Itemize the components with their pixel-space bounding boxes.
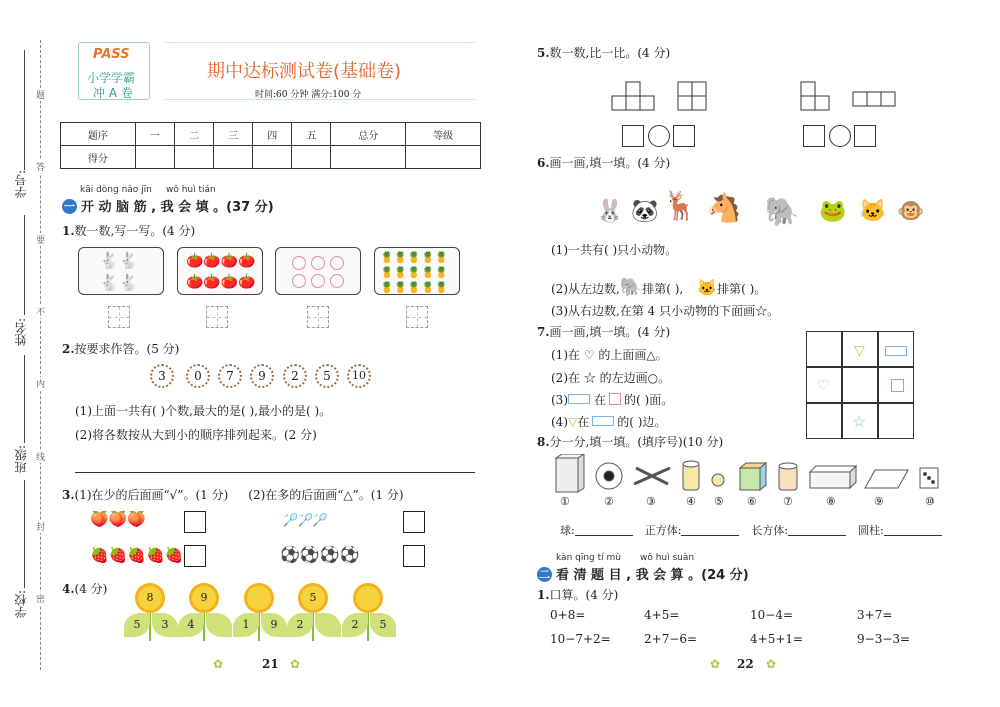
table-cell: 二 (174, 123, 213, 146)
number-flower: 5 (315, 364, 339, 388)
answer-blank[interactable] (788, 524, 846, 536)
grid-cell[interactable] (878, 403, 914, 439)
apple-icon: 🍅🍅🍅🍅 🍅🍅🍅🍅 (186, 253, 256, 290)
question-text: 数一数,比一比。(4 分) (549, 46, 671, 60)
table-cell: 题序 (61, 123, 136, 146)
q6-sub2 (551, 277, 766, 298)
shape-label: ⑩ (925, 495, 935, 508)
page-number-left: 21 (262, 657, 279, 671)
answer-box[interactable] (854, 125, 876, 147)
number-sunflower (231, 583, 291, 645)
shape-label: ② (604, 495, 614, 508)
calc-item: 2+7−6= (644, 632, 698, 646)
seal-char: 内 (36, 377, 45, 390)
q2-sub1: (1)上面一共有( )个数,最大的是( ),最小的是( )。 (75, 404, 332, 418)
section2-question-1 (537, 586, 618, 603)
answer-box[interactable] (673, 125, 695, 147)
leaf-icon: ✿ (766, 657, 777, 671)
seal-char: 封 (36, 520, 45, 533)
score-input-cell[interactable] (174, 146, 213, 169)
shape-label: ⑨ (874, 495, 884, 508)
question-number: 8. (537, 435, 550, 449)
logo-line1: 小学学霸 (87, 71, 136, 85)
monkey-icon: 🐵 (897, 199, 925, 224)
score-input-cell[interactable] (214, 146, 253, 169)
table-cell: 五 (292, 123, 331, 146)
q7-sub3-text: 在 (594, 393, 607, 407)
q2-sub2: (2)将各数按从大到小的顺序排列起来。(2 分) (75, 428, 317, 442)
sunflower-left-number: 1 (233, 613, 259, 637)
grid-cell[interactable] (806, 403, 842, 439)
badminton-icon: 🏸🏸🏸 (283, 513, 328, 527)
pineapples-picture (374, 247, 460, 295)
sunflower-top-number: 5 (298, 583, 328, 613)
sunflower-right-number[interactable] (206, 613, 232, 637)
heart-icon: ♡ (817, 378, 830, 394)
score-input-cell[interactable] (331, 146, 406, 169)
shape-grid[interactable] (806, 331, 914, 439)
question-number: 7. (537, 325, 550, 339)
number-flower: 7 (218, 364, 242, 388)
shape-label: ⑤ (714, 495, 724, 508)
circles-picture (275, 247, 361, 295)
question-text: (4 分) (74, 582, 108, 596)
section1-pinyin-b: wǒ huì tián (166, 185, 216, 195)
question-4 (62, 580, 107, 597)
section-number-badge: 二 (539, 568, 550, 581)
number-flower: 3 (150, 364, 174, 388)
cube-stack-figures-1 (608, 74, 718, 116)
elephant-icon: 🐘 (619, 277, 643, 298)
answer-box[interactable] (622, 125, 644, 147)
section1-pinyin-a: kāi dòng nǎo jīn (80, 185, 152, 195)
question-number: 4. (62, 582, 75, 596)
student-id-label: 学号: (14, 170, 28, 199)
title-box (165, 42, 475, 100)
circle-icon (330, 274, 344, 288)
seal-dashed-line (40, 40, 41, 670)
answer-blank[interactable] (884, 524, 942, 536)
shape-label: ⑧ (826, 495, 836, 508)
seal-char: 不 (36, 305, 45, 318)
number-sunflower (122, 583, 182, 645)
rabbits-picture (78, 247, 164, 295)
section1-title: 开 动 脑 筋 , 我 会 填 。(37 分) (81, 200, 274, 215)
compare-circle[interactable] (829, 125, 851, 147)
section2-pinyin-b: wǒ huì suàn (640, 553, 695, 563)
calc-item: 10−4= (750, 608, 794, 622)
sunflower-top-number: 9 (189, 583, 219, 613)
number-flower: 9 (250, 364, 274, 388)
score-input-cell[interactable] (135, 146, 174, 169)
score-input-cell[interactable] (253, 146, 292, 169)
question-8 (537, 433, 723, 450)
circle-icon (292, 256, 306, 270)
seal-char: 要 (36, 233, 45, 246)
question-text: (1)在少的后面画“√”。(1 分) (74, 488, 229, 502)
answer-box[interactable] (803, 125, 825, 147)
peach-icon: 🍑🍑🍑 (90, 510, 147, 528)
pineapple-icon: 🍍🍍🍍🍍🍍 🍍🍍🍍🍍🍍 🍍🍍🍍🍍🍍 (380, 251, 449, 294)
table-cell: 四 (253, 123, 292, 146)
calc-item: 9−3−3= (857, 632, 911, 646)
question-text: 数一数,写一写。(4 分) (74, 224, 196, 238)
answer-grid[interactable] (307, 306, 329, 328)
leaf-icon: ✿ (710, 657, 721, 671)
answer-box[interactable] (184, 511, 206, 533)
number-flower: 2 (283, 364, 307, 388)
circle-icon (292, 274, 306, 288)
q6-sub1: (1)一共有( )只小动物。 (551, 243, 678, 257)
q7-sub3-text: (3) (551, 393, 568, 407)
sunflower-top-number[interactable] (244, 583, 274, 613)
section-number-badge: 一 (64, 200, 75, 213)
q6-sub2-text: (2)从左边数, (551, 282, 620, 296)
circle-icon (330, 256, 344, 270)
class-label: 班级: (14, 445, 28, 474)
question-text: (2)在多的后面画“△”。(1 分) (248, 488, 404, 502)
classification-row (560, 522, 942, 538)
score-input-cell[interactable] (406, 146, 481, 169)
apples-picture (177, 247, 263, 295)
calc-item: 0+8= (550, 608, 586, 622)
circle-icon (311, 256, 325, 270)
shape-label: ⑥ (747, 495, 757, 508)
section2-heading (537, 564, 749, 583)
sunflower-right-number: 9 (261, 613, 287, 637)
rabbit-icon: 🐰 (596, 199, 624, 224)
section2-pinyin-a: kàn qīng tí mù (556, 553, 621, 563)
logo-line2: 冲 A 卷 (93, 86, 133, 100)
rectangle-icon (568, 394, 590, 404)
answer-box[interactable] (403, 511, 425, 533)
rectangle-icon (885, 346, 907, 356)
solid-shapes (552, 454, 947, 494)
shape-label: ⑦ (783, 495, 793, 508)
seal-char: 答 (36, 160, 45, 173)
student-id-line (24, 50, 25, 170)
elephant-icon: 🐘 (764, 195, 800, 228)
page-number-right: 22 (737, 657, 754, 671)
question-3 (62, 486, 404, 503)
sunflower-left-number: 4 (178, 613, 204, 637)
q7-sub3-text: 的( )面。 (624, 393, 674, 407)
shape-label: ④ (686, 495, 696, 508)
panda-icon: 🐼 (631, 199, 659, 224)
question-number: 1. (62, 224, 75, 238)
category-label: 正方体: (644, 524, 682, 537)
square-icon (891, 379, 904, 392)
question-text: 分一分,填一填。(填序号)(10 分) (549, 435, 724, 449)
q6-sub3: (3)从右边数,在第 4 只小动物的下面画☆。 (551, 304, 780, 318)
sunflower-right-number[interactable] (315, 613, 341, 637)
number-sunflower (285, 583, 345, 645)
question-number: 3. (62, 488, 75, 502)
calc-item: 4+5= (644, 608, 680, 622)
question-number: 6. (537, 156, 550, 170)
frog-icon: 🐸 (819, 199, 847, 224)
sunflower-left-number: 2 (287, 613, 313, 637)
number-flower: 10 (347, 364, 371, 388)
number-flower: 0 (186, 364, 210, 388)
question-number: 5. (537, 46, 550, 60)
rabbit-icon: 🐇🐇 🐇🐇 (99, 251, 139, 292)
sunflower-right-number: 5 (370, 613, 396, 637)
answer-line[interactable] (75, 472, 475, 473)
q7-sub4-text: 在 (577, 415, 590, 429)
section2-title: 看 清 题 目 , 我 会 算 。(24 分) (556, 568, 749, 583)
answer-grid[interactable] (206, 306, 228, 328)
category-label: 球: (560, 524, 575, 537)
q7-sub2: (2)在 ☆ 的左边画○。 (551, 371, 671, 385)
cat-icon: 🐱 (859, 199, 887, 224)
number-sunflower (340, 583, 400, 645)
deer-icon: 🦌 (662, 189, 698, 222)
logo-pass-text: PASS (93, 47, 130, 62)
name-label: 姓名: (14, 318, 28, 347)
cube-stack-figures-2 (797, 74, 907, 116)
seal-char: 题 (36, 88, 45, 101)
triangle-icon: ▽ (854, 343, 865, 359)
seal-char: 密 (36, 592, 45, 605)
question-1 (62, 222, 195, 239)
answer-grid[interactable] (406, 306, 428, 328)
table-cell: 一 (135, 123, 174, 146)
shape-label: ③ (646, 495, 656, 508)
score-table (60, 122, 481, 169)
football-icon: ⚽⚽⚽⚽ (280, 545, 360, 564)
cat-icon: 🐱 (697, 278, 718, 297)
q7-sub3 (551, 391, 673, 408)
sunflower-top-number: 8 (135, 583, 165, 613)
question-text: 按要求作答。(5 分) (74, 342, 180, 356)
square-icon (609, 393, 621, 405)
strawberry-icon: 🍓🍓🍓🍓🍓 (90, 546, 184, 564)
calc-item: 3+7= (857, 608, 893, 622)
name-line (24, 215, 25, 315)
q7-sub4-text: 的( )边。 (617, 415, 667, 429)
sunflower-left-number: 2 (342, 613, 368, 637)
table-cell: 等级 (406, 123, 481, 146)
shape-label: ① (560, 495, 570, 508)
question-text: 画一画,填一填。(4 分) (549, 325, 671, 339)
school-label: 学校: (14, 590, 28, 619)
binding-margin (0, 0, 58, 707)
table-cell: 三 (214, 123, 253, 146)
question-text: 画一画,填一填。(4 分) (549, 156, 671, 170)
score-table-score-row (61, 146, 481, 169)
exam-info: 时间:60 分钟 满分:100 分 (255, 90, 362, 100)
answer-grid[interactable] (108, 306, 130, 328)
score-table-header-row (61, 123, 481, 146)
q6-sub2-text: 排第( ), (642, 282, 684, 296)
q7-sub1: (1)在 ♡ 的上面画△。 (551, 348, 668, 362)
answer-blank[interactable] (681, 524, 739, 536)
leaf-icon: ✿ (213, 657, 224, 671)
score-input-cell[interactable] (292, 146, 331, 169)
table-cell: 得分 (61, 146, 136, 169)
horse-icon: 🐴 (706, 191, 742, 224)
seal-char: 线 (36, 450, 45, 463)
leaf-icon: ✿ (290, 657, 301, 671)
school-line (24, 480, 25, 588)
question-number: 2. (62, 342, 75, 356)
answer-blank[interactable] (575, 524, 633, 536)
rectangle-icon (592, 416, 614, 426)
logo (78, 42, 150, 100)
grid-cell[interactable] (806, 331, 842, 367)
q7-sub4-text: (4) (551, 415, 568, 429)
question-2 (62, 340, 179, 357)
compare-circle[interactable] (648, 125, 670, 147)
answer-box[interactable] (403, 545, 425, 567)
grid-cell[interactable] (842, 367, 878, 403)
sunflower-top-number[interactable] (353, 583, 383, 613)
q6-sub2-text: 排第( )。 (717, 282, 767, 296)
question-number: 1. (537, 588, 550, 602)
circle-icon (311, 274, 325, 288)
question-6 (537, 154, 670, 171)
star-icon: ☆ (852, 412, 867, 431)
calc-item: 4+5+1= (750, 632, 804, 646)
sunflower-left-number: 5 (124, 613, 150, 637)
calc-item: 10−7+2= (550, 632, 611, 646)
question-5 (537, 44, 670, 61)
class-line (24, 355, 25, 443)
section1-heading (62, 196, 274, 215)
question-7 (537, 323, 670, 340)
triangle-icon: ▽ (568, 415, 578, 429)
sunflower-right-number: 3 (152, 613, 178, 637)
category-label: 圆柱: (858, 524, 884, 537)
page-title: 期中达标测试卷(基础卷) (207, 61, 402, 82)
answer-box[interactable] (184, 545, 206, 567)
number-sunflower (176, 583, 236, 645)
question-text: 口算。(4 分) (549, 588, 619, 602)
category-label: 长方体: (751, 524, 789, 537)
q7-sub4 (551, 413, 666, 430)
table-cell: 总分 (331, 123, 406, 146)
